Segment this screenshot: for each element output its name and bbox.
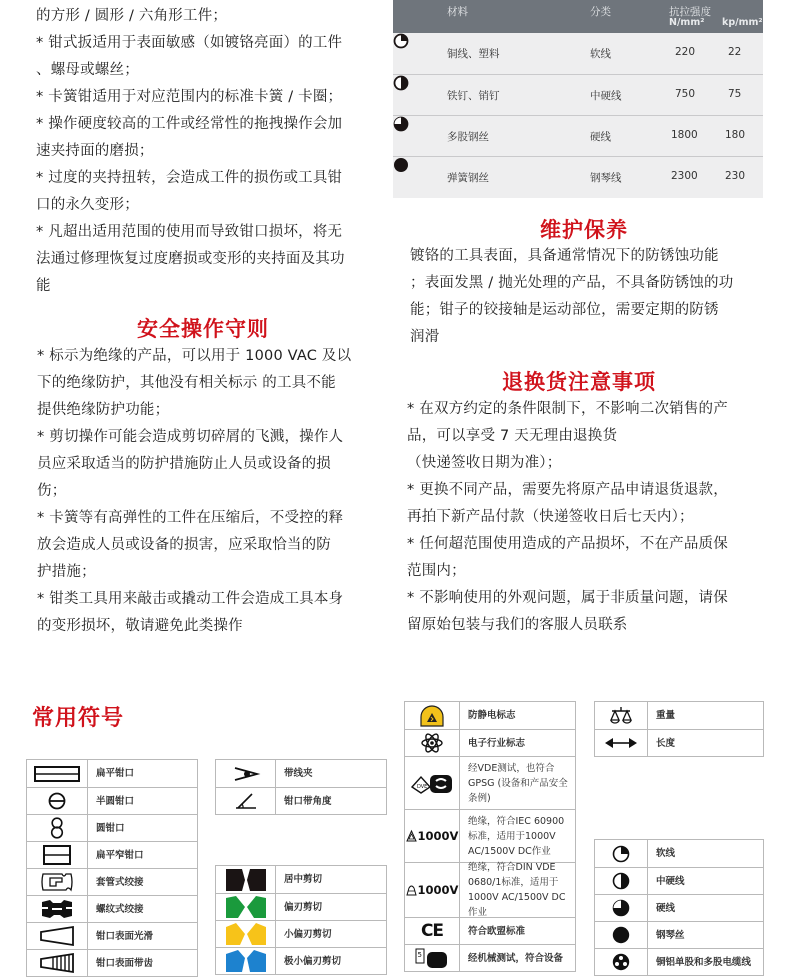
tensile-n: 1800 [671, 129, 698, 141]
table-row [393, 115, 763, 156]
flat-jaw-icon [34, 766, 80, 782]
returns-line: 再拍下新产品付款（快递签收日后七天内）； [407, 509, 694, 525]
usage-note-line: 、螺母或螺丝； [36, 62, 139, 78]
symbol-label: 极小偏刃剪切 [284, 955, 342, 967]
returns-line: * 任何超范围使用造成的产品损坏，不在产品质保 [407, 536, 728, 552]
certification-symbol-table [404, 701, 576, 972]
maintenance-line: ；表面发黑 / 抛光处理的产品，不具备防锈蚀的功 [410, 275, 734, 291]
symbol-label: 防静电标志 [468, 710, 516, 721]
flat-narrow-jaw-icon [43, 845, 71, 865]
maintenance-line: 润滑 [410, 329, 440, 345]
three-quarter-filled-circle-icon [612, 899, 630, 917]
table-row [216, 893, 386, 920]
symbol-label: 经VDE测试，也符合GPSG (设备和产品安全条例) [468, 762, 568, 804]
safety-line: * 钳类工具用来敲击或撬动工件会造成工具本身 [37, 591, 344, 607]
mechanical-test-icon [415, 948, 449, 968]
insulated-1000v-vde-icon: 1000V [406, 883, 459, 897]
measure-symbol-table [594, 701, 764, 757]
returns-line: * 更换不同产品，需要先将原产品申请退货退款， [407, 482, 728, 498]
usage-note-line: * 过度的夹持扭转，会造成工件的损伤或工具钳 [36, 170, 343, 186]
tensile-kp: 22 [728, 46, 742, 58]
symbol-label: 扁平窄钳口 [96, 849, 144, 861]
returns-line: （快递签收日期为准）； [407, 455, 562, 471]
symbol-label: 带线夹 [284, 768, 313, 779]
angled-jaw-icon [234, 792, 258, 810]
header-unit-kp: kp/mm² [722, 17, 763, 28]
table-row [595, 840, 763, 867]
table-row [27, 841, 197, 868]
table-row [595, 729, 763, 756]
threaded-joint-icon [40, 899, 74, 919]
material-category: 硬线 [590, 131, 611, 143]
filled-circle-icon [393, 157, 409, 173]
table-row [27, 949, 197, 976]
usage-note-line: * 操作硬度较高的工件或经常性的拖拽操作会加 [36, 116, 343, 132]
symbols-title: 常用符号 [32, 706, 125, 731]
returns-line: 范围内； [407, 563, 466, 579]
mini-bevel-cut-icon [226, 950, 266, 972]
material-table-header [393, 0, 763, 33]
tensile-kp: 230 [725, 170, 746, 182]
symbol-label: 铜铝单股和多股电缆线 [656, 956, 752, 968]
tensile-kp: 75 [728, 88, 742, 100]
length-arrow-icon [604, 737, 638, 749]
table-row [595, 921, 763, 948]
sleeve-joint-icon [40, 872, 74, 892]
symbol-label: 套管式绞接 [96, 876, 144, 888]
symbol-label: 符合欧盟标准 [468, 925, 526, 937]
table-row [405, 917, 575, 944]
table-row [595, 867, 763, 894]
table-row [216, 920, 386, 947]
symbol-label: 钳口带角度 [284, 795, 332, 807]
stranded-cable-icon [612, 953, 630, 971]
jaw-symbol-table [26, 759, 198, 977]
ce-mark-icon: CE [420, 921, 444, 941]
table-row [405, 729, 575, 756]
returns-title: 退换货注意事项 [502, 370, 656, 394]
usage-note-line: 的方形 / 圆形 / 六角形工件； [36, 8, 228, 24]
atom-icon [421, 732, 443, 754]
symbol-label: 扁平钳口 [96, 768, 135, 779]
table-row [27, 868, 197, 895]
symbol-label: 钢琴丝 [656, 929, 685, 941]
usage-note-line: * 凡超出适用范围的使用而导致钳口损坏，将无 [36, 224, 343, 240]
table-row [595, 948, 763, 975]
material-name: 铁钉、销钉 [447, 90, 500, 102]
header-unit-n: N/mm² [669, 17, 705, 28]
safety-line: * 标示为绝缘的产品，可以用于 1000 VAC 及以 [37, 348, 352, 364]
table-row [27, 760, 197, 787]
usage-note-line: * 卡簧钳适用于对应范围内的标准卡簧 / 卡圈； [36, 89, 343, 105]
table-row [405, 702, 575, 729]
usage-note-line: 速夹持面的磨损； [36, 143, 154, 159]
material-name: 多股钢丝 [447, 131, 489, 143]
usage-note-line: 口的永久变形； [36, 197, 139, 213]
usage-note-line: 能 [36, 278, 51, 294]
three-quarter-filled-circle-icon [393, 116, 409, 132]
header-tensile: 抗拉强度 [669, 6, 711, 18]
wire-symbol-table [594, 839, 764, 976]
header-category: 分类 [590, 6, 611, 18]
table-row [216, 760, 386, 787]
maintenance-title: 维护保养 [540, 218, 628, 242]
table-row [393, 33, 763, 74]
symbol-label: 小偏刃剪切 [284, 928, 332, 940]
maintenance-text [410, 243, 733, 351]
smooth-jaw-surface-icon [39, 926, 75, 946]
half-filled-circle-icon [393, 75, 409, 91]
table-row [405, 944, 575, 971]
table-row [216, 787, 386, 814]
svg-text:DVE: DVE [417, 784, 428, 790]
material-name: 铜线、塑料 [447, 48, 500, 60]
safety-line: 的变形损坏，敬请避免此类操作 [37, 618, 243, 634]
vde-gs-icon [410, 771, 454, 795]
center-cut-icon [226, 869, 266, 891]
half-round-jaw-icon [48, 792, 66, 810]
quarter-filled-circle-icon [393, 33, 409, 49]
safety-line: 提供绝缘防护功能； [37, 402, 170, 418]
symbol-label: 绝缘，符合DIN VDE 0680/1标准，适用于1000V AC/1500V DC作业 [468, 862, 566, 918]
material-category: 钢琴线 [590, 172, 622, 184]
returns-text [407, 396, 728, 639]
returns-line: 留原始包装与我们的客服人员联系 [407, 617, 628, 633]
usage-note-line: 法通过修理恢复过度磨损或变形的夹持面及其功 [36, 251, 345, 267]
table-row [405, 862, 575, 917]
usage-note-line: * 钳式扳适用于表面敏感（如镀铬亮面）的工件 [36, 35, 343, 51]
table-row [27, 787, 197, 814]
scale-icon [609, 706, 633, 726]
symbol-label: 经机械测试，符合设备 [468, 952, 564, 964]
esd-icon [420, 705, 444, 727]
table-row [216, 947, 386, 974]
table-row [27, 814, 197, 841]
material-strength-table [393, 0, 763, 198]
tensile-n: 220 [675, 46, 696, 58]
filled-circle-icon [612, 926, 630, 944]
safety-line: * 卡簧等有高弹性的工件在压缩后，不受控的释 [37, 510, 344, 526]
feature-symbol-table [215, 759, 387, 815]
symbol-label: 电子行业标志 [468, 737, 526, 749]
table-row [27, 895, 197, 922]
returns-line: 品，可以享受 7 天无理由退换货 [407, 428, 618, 444]
header-material: 材料 [447, 6, 468, 18]
maintenance-line: 能；钳子的铰接轴是运动部位，需要定期的防锈 [410, 302, 719, 318]
safety-title: 安全操作守则 [137, 317, 269, 341]
half-filled-circle-icon [612, 872, 630, 890]
tensile-n: 2300 [671, 170, 698, 182]
serrated-jaw-surface-icon [39, 953, 75, 973]
safety-line: 放会造成人员或设备的损害，应采取恰当的防 [37, 537, 331, 553]
symbol-label: 钳口表面光滑 [96, 930, 154, 942]
usage-notes [36, 3, 345, 300]
symbol-label: 重量 [656, 710, 676, 721]
tensile-n: 750 [675, 88, 696, 100]
table-row [393, 74, 763, 115]
symbol-label: 中硬线 [656, 875, 685, 887]
maintenance-line: 镀铬的工具表面，具备通常情况下的防锈蚀功能 [410, 248, 719, 264]
symbol-label: 钳口表面带齿 [96, 957, 154, 969]
cut-symbol-table [215, 865, 387, 975]
symbol-label: 软线 [656, 848, 676, 859]
safety-line: 伤； [37, 483, 67, 499]
safety-line: * 剪切操作可能会造成剪切碎屑的飞溅，操作人 [37, 429, 344, 445]
returns-line: * 在双方约定的条件限制下，不影响二次销售的产 [407, 401, 728, 417]
returns-line: * 不影响使用的外观问题，属于非质量问题，请保 [407, 590, 728, 606]
table-row [405, 809, 575, 862]
symbol-label: 偏刃剪切 [284, 901, 323, 913]
svg-text:5: 5 [417, 951, 422, 959]
symbol-label: 半圆钳口 [96, 795, 135, 807]
table-row [595, 894, 763, 921]
bevel-cut-icon [226, 896, 266, 918]
table-row [595, 702, 763, 729]
safety-line: 护措施； [37, 564, 96, 580]
symbol-label: 长度 [656, 737, 676, 749]
insulated-1000v-triangle-icon: 1000V [406, 829, 459, 843]
safety-text [37, 343, 351, 640]
safety-line: 员应采取适当的防护措施防止人员或设备的损 [37, 456, 331, 472]
material-name: 弹簧钢丝 [447, 172, 489, 184]
symbol-label: 绝缘，符合IEC 60900标准，适用于1000V AC/1500V DC作业 [468, 815, 565, 857]
table-row [27, 922, 197, 949]
symbol-label: 圆钳口 [96, 822, 125, 834]
wire-clamp-icon [233, 766, 259, 782]
symbol-label: 硬线 [656, 902, 676, 914]
symbol-label: 螺纹式绞接 [96, 903, 144, 915]
symbol-label: 居中剪切 [284, 874, 323, 885]
tensile-kp: 180 [725, 129, 746, 141]
small-bevel-cut-icon [226, 923, 266, 945]
material-category: 软线 [590, 48, 611, 60]
safety-line: 下的绝缘防护，其他没有相关标示 的工具不能 [37, 375, 336, 391]
round-jaw-icon [50, 817, 64, 839]
table-row [405, 756, 575, 809]
quarter-filled-circle-icon [612, 845, 630, 863]
table-row [216, 866, 386, 893]
table-row [393, 156, 763, 197]
material-category: 中硬线 [590, 90, 622, 102]
